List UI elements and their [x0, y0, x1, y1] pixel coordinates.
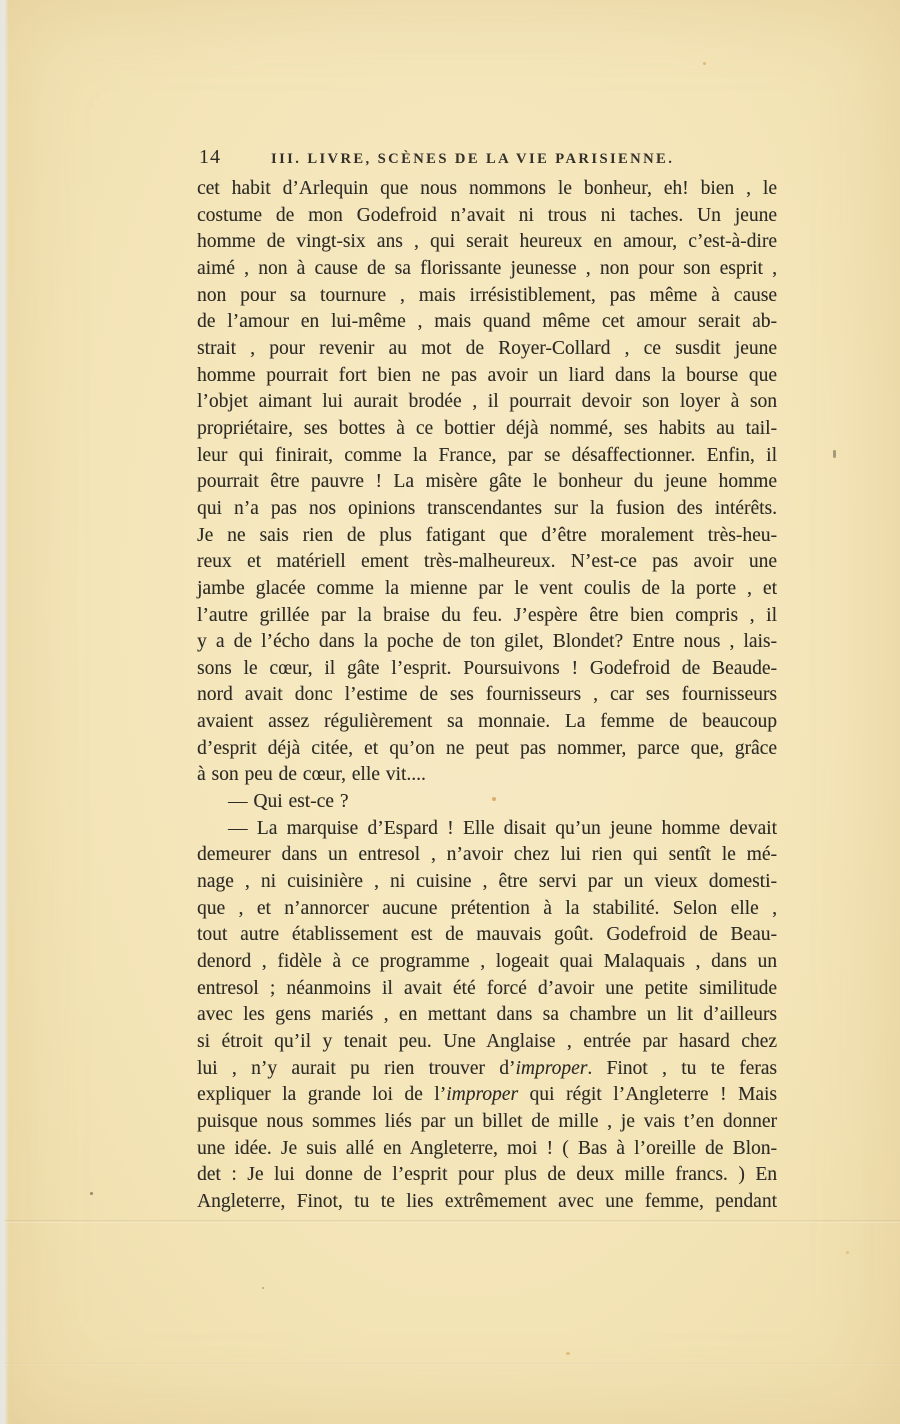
text-line: y a de l’écho dans la poche de ton gilet, Blondet? Entre nous , lais- — [197, 631, 777, 653]
paper-speck — [262, 1287, 264, 1289]
paper-speck — [833, 450, 836, 458]
text-line: l’objet aimant lui aurait brodée , il pourrait devoir son loyer à son — [197, 391, 777, 413]
text-line: avec les gens mariés , en mettant dans sa chambre un lit d’ailleurs — [197, 1004, 777, 1026]
text-line: à son peu de cœur, elle vit.... — [197, 764, 426, 786]
text-line: une idée. Je suis allé en Angleterre, moi ! ( Bas à l’oreille de Blon- — [197, 1137, 777, 1159]
text-line: d’esprit déjà citée, et qu’on ne peut pas nommer, parce que, grâce — [197, 737, 777, 759]
text-line: jambe glacée comme la mienne par le vent coulis de la porte , et — [197, 577, 777, 599]
text-line: pourrait être pauvre ! La misère gâte le bonheur du jeune homme — [197, 471, 777, 493]
scan-edge — [0, 0, 9, 1424]
text-line: reux et matériell ement très-malheureux. N’est-ce pas avoir une — [197, 551, 777, 573]
text-line: puisque nous sommes liés par un billet de mille , je vais t’en donner — [197, 1110, 777, 1132]
paper-fold-crease — [4, 1363, 900, 1365]
text-line: — La marquise d’Espard ! Elle disait qu’un jeune homme devait — [228, 817, 777, 839]
running-header-title: III. LIVRE, SCÈNES DE LA VIE PARISIENNE. — [271, 151, 675, 167]
text-line: cet habit d’Arlequin que nous nommons le bonheur, eh! bien , le — [197, 178, 777, 199]
paragraph — [197, 176, 777, 789]
text-line: non pour sa tournure , mais irrésistiblement, pas même à cause — [197, 284, 777, 306]
text-line: det : Je lui donne de l’esprit pour plus de deux mille francs. ) En — [197, 1164, 777, 1186]
text-line: expliquer la grande loi de l’improper qui régit l’Angleterre ! Mais — [197, 1084, 777, 1106]
text-line: leur qui finirait, comme la France, par se désaffectionner. Enfin, il — [197, 444, 777, 466]
paper-speck — [620, 1036, 623, 1038]
paper-speck — [90, 1192, 93, 1195]
text-block — [197, 176, 777, 1216]
text-line: Angleterre, Finot, tu te lies extrêmement avec une femme, pendant — [197, 1190, 777, 1212]
text-line: homme pourrait fort bien ne pas avoir un liard dans la bourse que — [197, 364, 777, 386]
text-line: de l’amour en lui-même , mais quand même cet amour serait ab- — [197, 311, 777, 333]
text-line: strait , pour revenir au mot de Royer-Collard , ce susdit jeune — [197, 337, 777, 359]
text-line: aimé , non à cause de sa florissante jeunesse , non pour son esprit , — [197, 257, 777, 279]
paper-fold-crease — [4, 1220, 900, 1223]
text-line: nord avait donc l’estime de ses fournisseurs , car ses fournisseurs — [197, 684, 777, 706]
text-line: denord , fidèle à ce programme , logeait quai Malaquais , dans un — [197, 951, 777, 973]
paper-speck — [492, 797, 496, 801]
text-line: costume de mon Godefroid n’avait ni trous ni taches. Un jeune — [197, 204, 777, 226]
text-line: avaient assez régulièrement sa monnaie. La femme de beaucoup — [197, 711, 777, 733]
text-line: que , et n’annorcer aucune prétention à la stabilité. Selon elle , — [197, 897, 777, 919]
text-line: si étroit qu’il y tenait peu. Une Anglaise , entrée par hasard chez — [197, 1031, 777, 1052]
page-number: 14 — [199, 146, 221, 168]
text-line: l’autre grillée par la braise du feu. J’espère être bien compris , il — [197, 604, 777, 626]
text-line: homme de vingt-six ans , qui serait heureux en amour, c’est-à-dire — [197, 231, 777, 253]
text-line: entresol ; néanmoins il avait été forcé d’avoir une petite similitude — [197, 977, 777, 999]
text-line: lui , n’y aurait pu rien trouver d’improper. Finot , tu te feras — [197, 1057, 777, 1079]
paper-speck — [566, 1352, 570, 1355]
text-line: tout autre établissement est de mauvais goût. Godefroid de Beau- — [197, 924, 777, 946]
text-line: demeurer dans un entresol , n’avoir chez lui rien qui sentît le mé- — [197, 844, 777, 866]
text-line: nage , ni cuisinière , ni cuisine , être servi par un vieux domesti- — [197, 871, 777, 893]
paper-speck — [703, 62, 706, 65]
text-line: — Qui est-ce ? — [228, 791, 349, 813]
text-line: qui n’a pas nos opinions transcendantes sur la fusion des intérêts. — [197, 497, 777, 519]
paragraph — [197, 816, 777, 1216]
running-header — [197, 0, 779, 168]
text-line: sons le cœur, il gâte l’esprit. Poursuivons ! Godefroid de Beaude- — [197, 657, 777, 679]
text-line: propriétaire, ses bottes à ce bottier déjà nommé, ses habits au tail- — [197, 417, 777, 439]
paragraph — [197, 789, 777, 816]
paper-speck — [846, 1251, 849, 1254]
text-line: Je ne sais rien de plus fatigant que d’être moralement très-heu- — [197, 524, 777, 546]
